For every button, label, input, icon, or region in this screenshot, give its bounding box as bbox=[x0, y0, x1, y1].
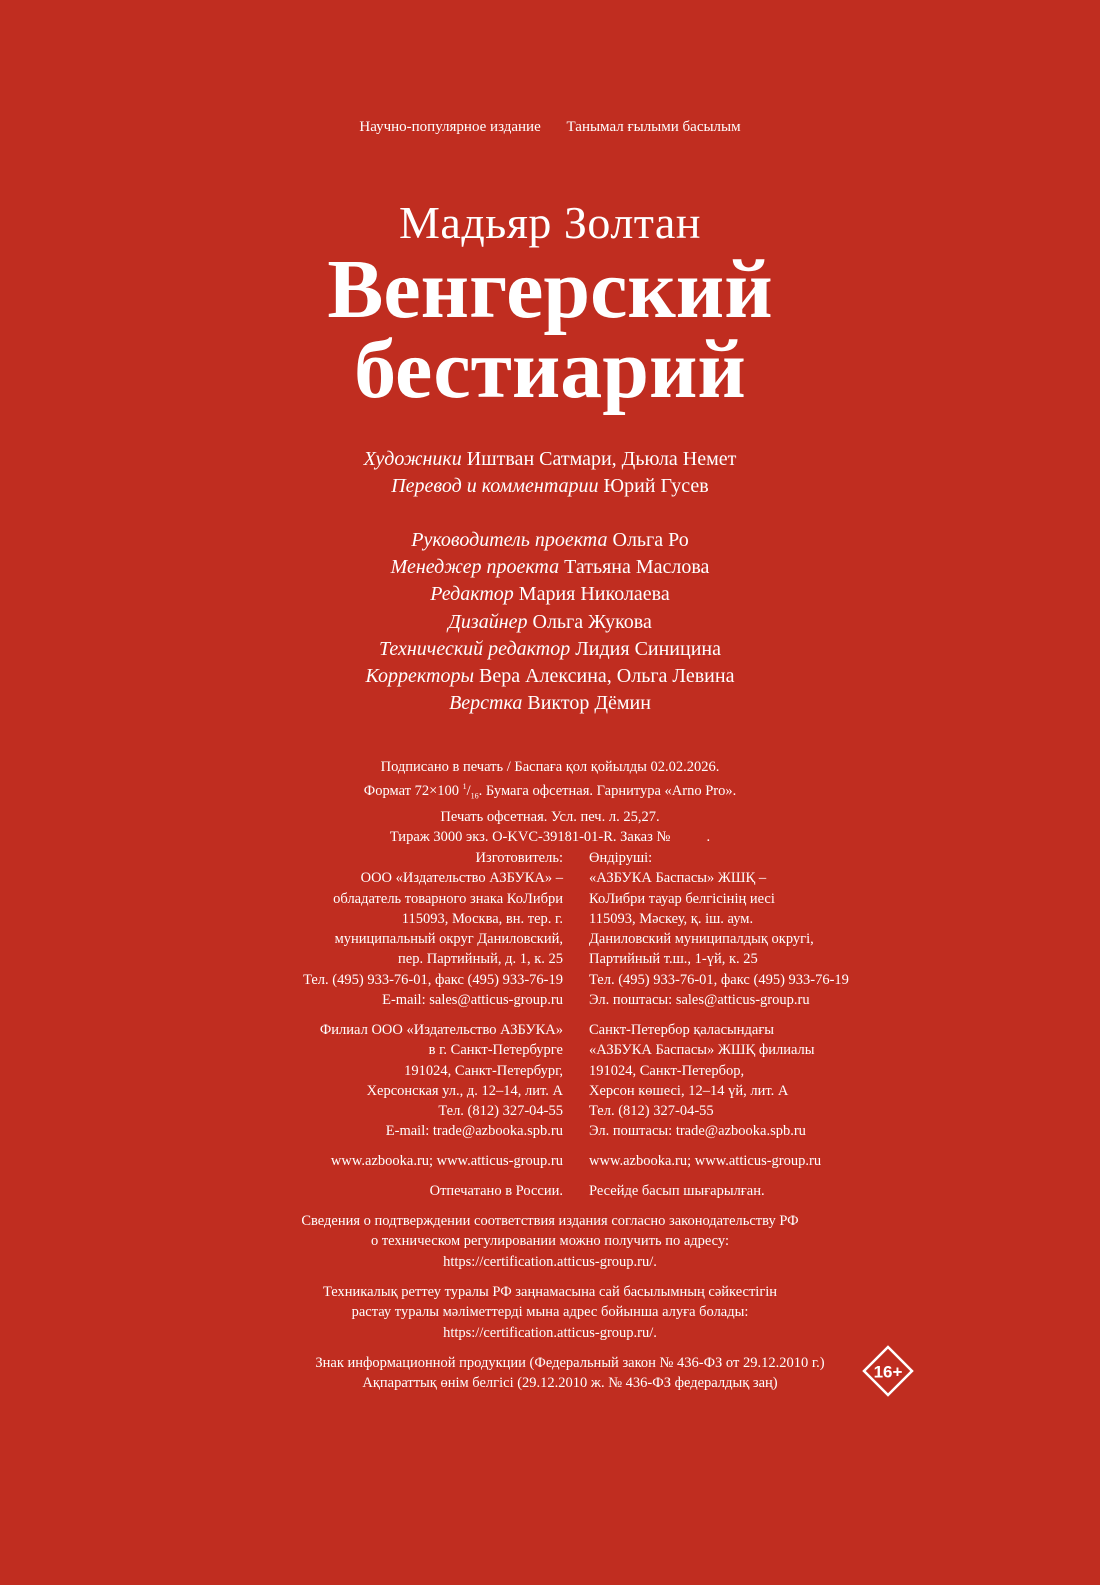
text-line: Тел. (812) 327-04-55 bbox=[438, 1103, 563, 1120]
format-text: Формат 72×100 bbox=[363, 782, 460, 799]
title-line-1: Венгерский bbox=[327, 243, 773, 336]
text-line: Тел. (495) 933-76-01, факс (495) 933-76-19 bbox=[589, 971, 849, 988]
text-line: «АЗБУКА Баспасы» ЖШҚ – bbox=[589, 870, 767, 887]
staff-name: Вера Алексина, Ольга Левина bbox=[479, 665, 735, 688]
text-line: Знак информационной продукции (Федеральный закон № 436-ФЗ от 29.12.2010 г.) bbox=[315, 1355, 825, 1371]
series-line bbox=[0, 119, 1100, 136]
credit-line bbox=[0, 473, 1100, 500]
text-line: Сведения о подтверждении соответствия издания согласно законодательству РФ bbox=[301, 1213, 799, 1229]
age-rating-badge bbox=[862, 1345, 914, 1397]
text-line: 115093, Москва, вн. тер. г. bbox=[401, 910, 563, 927]
manufacturer-kz bbox=[589, 848, 849, 1010]
staff-name: Ольга Жукова bbox=[532, 610, 652, 633]
text-line: Тел. (495) 933-76-01, факс (495) 933-76-19 bbox=[303, 971, 563, 988]
staff-line bbox=[0, 554, 1100, 581]
text-line: в г. Санкт-Петербурге bbox=[428, 1042, 563, 1059]
staff-role: Редактор bbox=[430, 583, 514, 606]
staff-role: Дизайнер bbox=[448, 610, 528, 633]
text-line: пер. Партийный, д. 1, к. 25 bbox=[398, 951, 563, 968]
printed-kz: Ресейде басып шығарылған. bbox=[589, 1183, 765, 1199]
certification-url: https://certification.atticus-group.ru/. bbox=[443, 1253, 657, 1270]
text-line: муниципальный округ Даниловский, bbox=[334, 931, 563, 948]
imprint-run: Тираж 3000 экз. O-KVC-39181-01-R. Заказ № . bbox=[389, 828, 711, 845]
text-line: Техникалық реттеу туралы РФ заңнамасына сай басылымның сәйкестігін bbox=[322, 1284, 778, 1300]
format-numerator: 1 bbox=[462, 782, 467, 791]
certification-ru bbox=[0, 1211, 1100, 1272]
age-rating-diamond-icon bbox=[862, 1345, 914, 1397]
staff-line bbox=[0, 609, 1100, 636]
imprint-print: Печать офсетная. Усл. печ. л. 25,27. bbox=[440, 808, 660, 825]
title-line-2: бестиарий bbox=[354, 323, 746, 416]
series-kz: Танымал ғылыми басылым bbox=[566, 119, 741, 135]
credit-role: Художники bbox=[363, 448, 462, 470]
text-line: обладатель товарного знака КоЛибри bbox=[333, 890, 563, 907]
imprint-signed: Подписано в печать / Баспаға қол қойылды 02.02.2026. bbox=[380, 759, 720, 775]
email-text: Эл. поштасы: trade@azbooka.spb.ru bbox=[589, 1123, 806, 1140]
staff-role: Верстка bbox=[449, 692, 523, 715]
email-text: E-mail: trade@azbooka.spb.ru bbox=[385, 1123, 563, 1140]
text-line: растау туралы мәліметтерді мына адрес бойынша алуға болады: bbox=[351, 1304, 749, 1321]
staff-role: Руководитель проекта bbox=[411, 529, 608, 551]
printed-ru: Отпечатано в России. bbox=[429, 1183, 563, 1199]
author-name: Мадьяр Золтан bbox=[399, 197, 701, 248]
credit-name: Иштван Сатмари, Дьюла Немет bbox=[466, 448, 737, 470]
text-line: Тел. (812) 327-04-55 bbox=[589, 1103, 714, 1120]
text-line: ООО «Издательство АЗБУКА» – bbox=[360, 870, 563, 887]
branch-ru bbox=[320, 1020, 563, 1142]
website-kz: www.azbooka.ru; www.atticus-group.ru bbox=[589, 1153, 822, 1169]
info-product-sign bbox=[0, 1353, 1100, 1394]
imprint bbox=[0, 757, 1100, 847]
age-rating-text: 16+ bbox=[873, 1362, 903, 1382]
staff-role: Менеджер проекта bbox=[390, 556, 560, 579]
text-line: Изготовитель: bbox=[475, 850, 563, 866]
staff-name: Мария Николаева bbox=[518, 583, 670, 606]
staff-role: Корректоры bbox=[365, 665, 475, 688]
staff-line bbox=[0, 581, 1100, 608]
staff-name: Лидия Синицина bbox=[575, 637, 721, 660]
credit-name: Юрий Гусев bbox=[603, 475, 709, 497]
staff-name: Татьяна Маслова bbox=[564, 556, 710, 579]
credit-role: Перевод и комментарии bbox=[391, 475, 599, 497]
text-line: Филиал ООО «Издательство АЗБУКА» bbox=[319, 1022, 563, 1038]
staff-name: Виктор Дёмин bbox=[527, 692, 651, 715]
credits bbox=[0, 446, 1100, 500]
certification-kz bbox=[0, 1282, 1100, 1343]
staff-list bbox=[0, 527, 1100, 717]
website-ru: www.azbooka.ru; www.atticus-group.ru bbox=[330, 1153, 563, 1169]
credit-line bbox=[0, 446, 1100, 473]
text-line: 115093, Мәскеу, қ. іш. аум. bbox=[589, 910, 754, 927]
manufacturer-ru bbox=[303, 848, 563, 1010]
email-text: E-mail: sales@atticus-group.ru bbox=[382, 992, 563, 1009]
text-line: КоЛибри тауар белгісінің иесі bbox=[589, 890, 775, 907]
text-line: о техническом регулировании можно получить по адресу: bbox=[370, 1233, 730, 1250]
text-line: Ақпараттық өнім белгісі (29.12.2010 ж. № 436-ФЗ федералдық заң) bbox=[362, 1375, 778, 1392]
text-line: Санкт-Петербор қаласындағы bbox=[589, 1022, 775, 1038]
branch-kz bbox=[589, 1020, 815, 1142]
text-line: Херсонская ул., д. 12–14, лит. А bbox=[366, 1082, 563, 1099]
text-line: Херсон көшесі, 12–14 үй, лит. А bbox=[589, 1082, 789, 1099]
staff-name: Ольга Ро bbox=[612, 529, 689, 551]
text-line: 191024, Санкт-Петербург, bbox=[404, 1062, 563, 1079]
format-denominator: 16 bbox=[470, 791, 479, 801]
text-line: Даниловский муниципалдық округі, bbox=[589, 931, 814, 948]
text-line: 191024, Санкт-Петербор, bbox=[589, 1062, 745, 1079]
series-ru: Научно-популярное издание bbox=[359, 119, 541, 135]
email-text: Эл. поштасы: sales@atticus-group.ru bbox=[589, 992, 810, 1009]
format-paper: . Бумага офсетная. Гарнитура «Arno Pro». bbox=[478, 782, 737, 799]
staff-role: Технический редактор bbox=[378, 637, 571, 660]
text-line: «АЗБУКА Баспасы» ЖШҚ филиалы bbox=[589, 1042, 815, 1059]
staff-line bbox=[0, 527, 1100, 554]
imprint-format: Формат 72×100 $^1/_{16}$. Бумага офсетная. Гарнитура «Arno Pro». bbox=[363, 782, 737, 801]
staff-line bbox=[0, 663, 1100, 690]
staff-line bbox=[0, 636, 1100, 663]
certification-url: https://certification.atticus-group.ru/. bbox=[443, 1324, 657, 1341]
text-line: Партийный т.ш., 1-үй, к. 25 bbox=[589, 951, 758, 968]
staff-line bbox=[0, 690, 1100, 717]
text-line: Өндіруші: bbox=[589, 850, 653, 866]
book-title bbox=[0, 243, 1100, 416]
